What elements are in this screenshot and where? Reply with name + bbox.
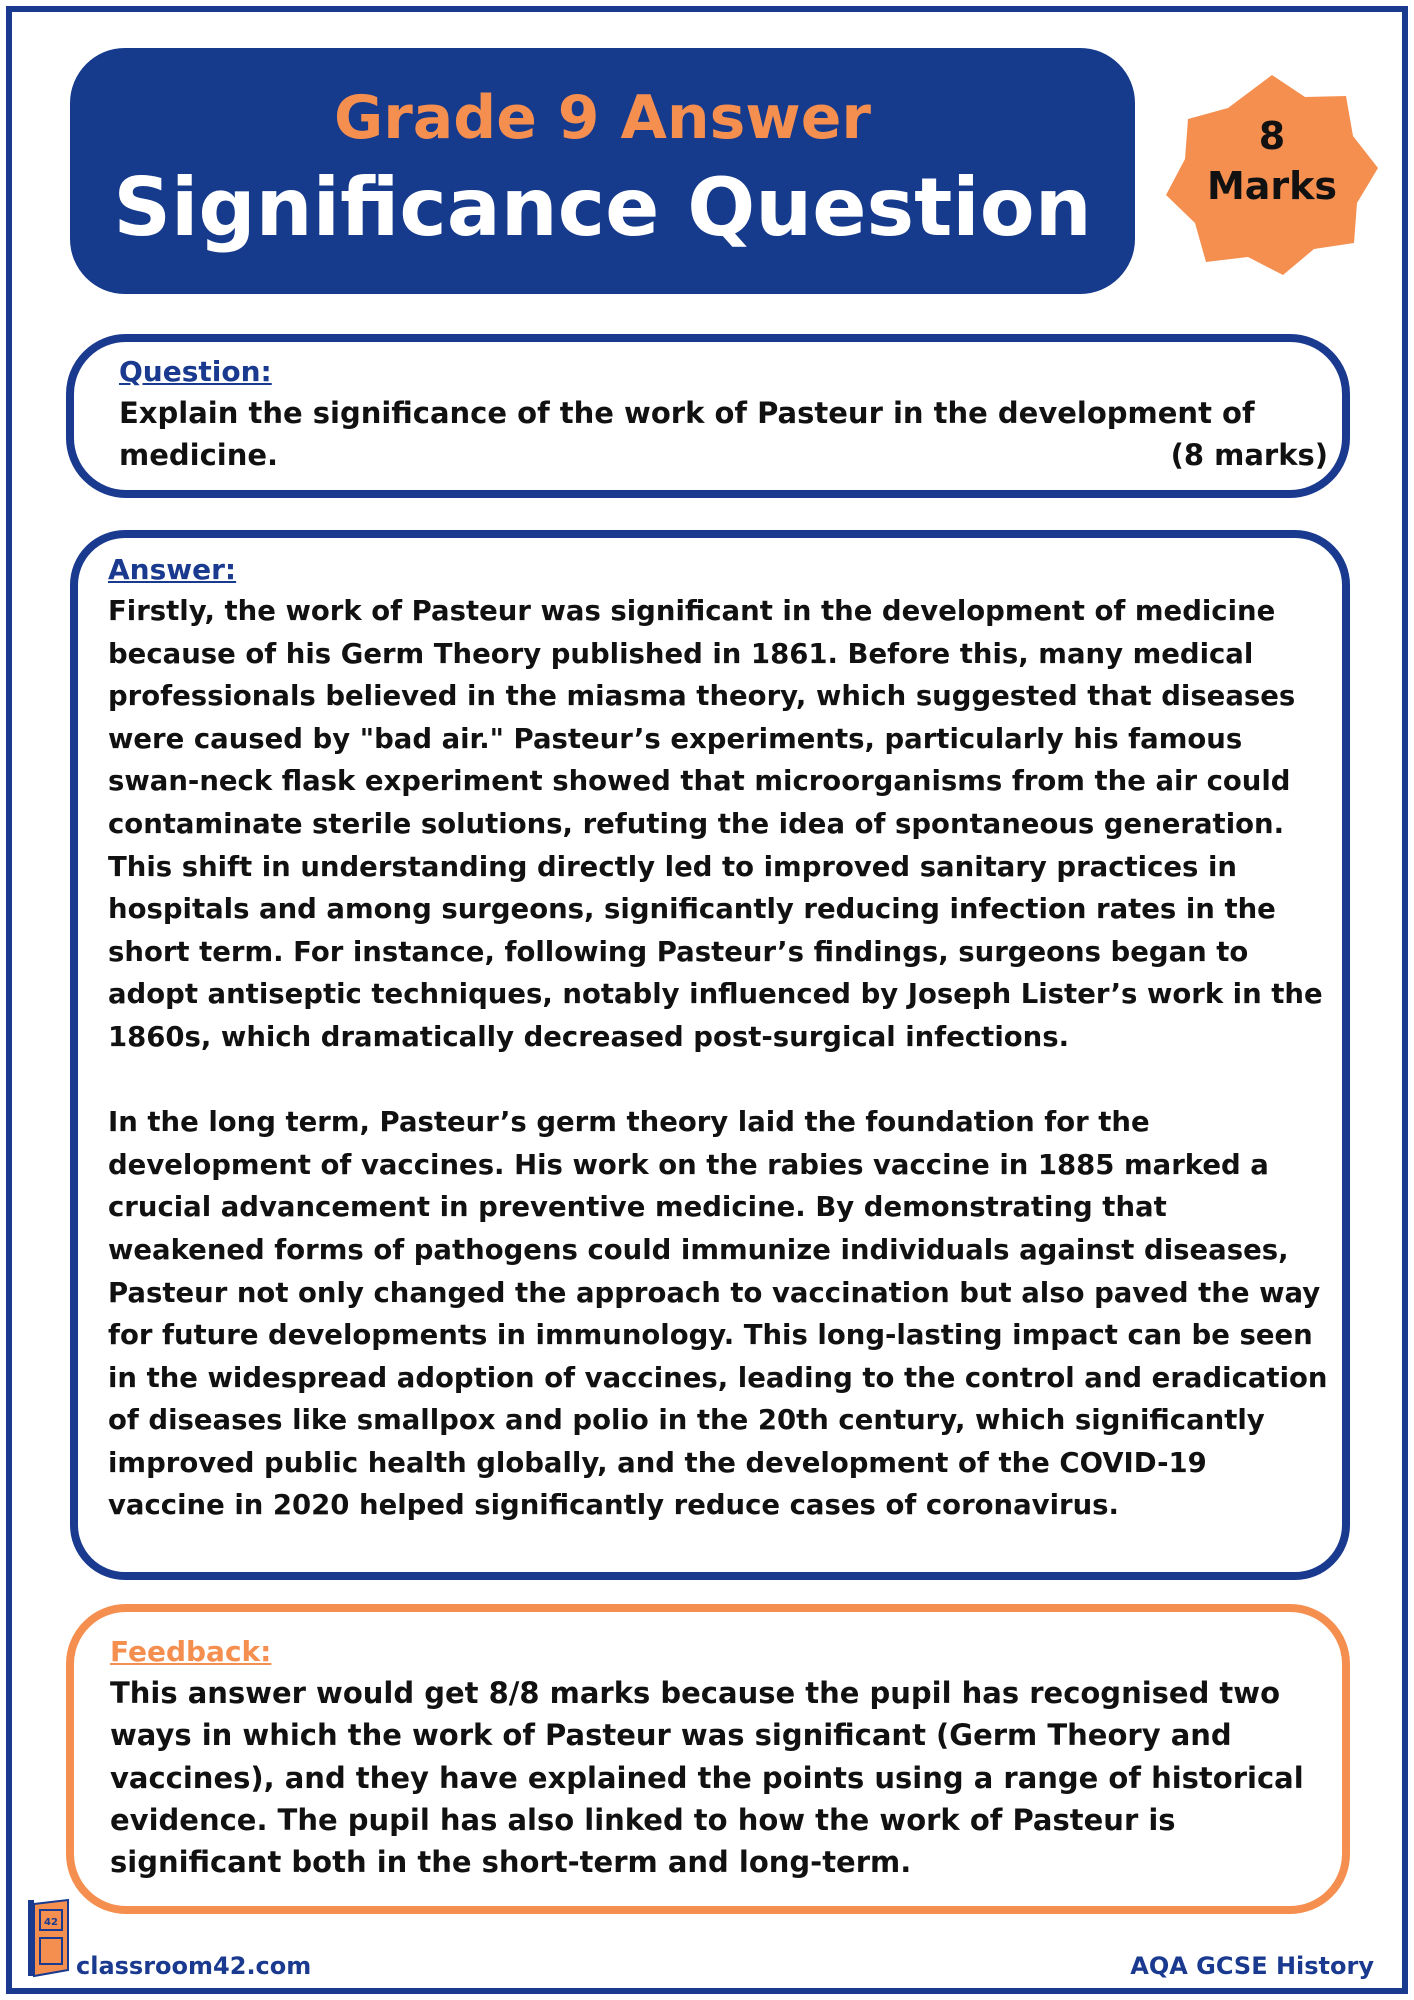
footer-site[interactable]: classroom42.com: [76, 1952, 312, 1980]
marks-badge-text: [1166, 111, 1378, 211]
question-heading: Question:: [119, 355, 272, 388]
marks-badge: [1166, 75, 1378, 275]
answer-box: [70, 530, 1350, 1580]
answer-paragraph-2: In the long term, Pasteur’s germ theory laid the foundation for the development of vaccines. His work on the rabies vaccine in 1885 marked a crucial advancement in preventive medicine. By demonstrating that weakened forms of pathogens could immunize individuals against diseases, Pasteur not only changed the approach to vaccination but also paved the way for future developments in immunology. This long-lasting impact can be seen in the widespread adoption of vaccines, leading to the control and eradication of diseases like smallpox and polio in the 20th century, which significantly improved public health globally, and the development of the COVID-19 vaccine in 2020 helped significantly reduce cases of coronavirus.: [108, 1106, 1328, 1522]
question-marks: (8 marks): [1170, 438, 1328, 472]
question-content: [119, 352, 1324, 476]
logo-number: 42: [44, 1917, 58, 1928]
marks-label: Marks: [1206, 164, 1338, 208]
feedback-heading: Feedback:: [110, 1635, 272, 1668]
answer-heading: Answer:: [108, 553, 237, 586]
marks-number: 8: [1258, 114, 1286, 158]
page-title: Significance Question: [113, 161, 1092, 254]
question-text: Explain the significance of the work of Pasteur in the development of medicine.: [119, 396, 1255, 472]
question-box: [66, 334, 1350, 498]
door-logo-icon: [26, 1898, 72, 1978]
title-banner: [70, 48, 1135, 294]
answer-paragraph-1: Firstly, the work of Pasteur was significant in the development of medicine because of his Germ Theory published in 1861. Before this, many medical professionals believed in the miasma theory, which suggested that diseases were caused by "bad air." Pasteur’s experiments, particularly his famous swan-neck flask experiment showed that microorganisms from the air could contaminate sterile solutions, refuting the idea of spontaneous generation. This shift in understanding directly led to improved sanitary practices in hospitals and among surgeons, significantly reducing infection rates in the short term. For instance, following Pasteur’s findings, surgeons began to adopt antiseptic techniques, notably influenced by Joseph Lister’s work in the 1860s, which dramatically decreased post-surgical infections.: [108, 595, 1323, 1053]
answer-content: [108, 550, 1328, 1527]
footer-course: AQA GCSE History: [1130, 1952, 1374, 1980]
feedback-box: [66, 1604, 1350, 1914]
title-subtitle: Grade 9 Answer: [333, 83, 872, 153]
feedback-text: This answer would get 8/8 marks because the pupil has recognised two ways in which the work of Pasteur was significant (Germ Theory and vaccines), and they have explained the points using a range of historical evidence. The pupil has also linked to how the work of Pasteur is significant both in the short-term and long-term.: [110, 1676, 1304, 1880]
feedback-content: [110, 1632, 1318, 1883]
